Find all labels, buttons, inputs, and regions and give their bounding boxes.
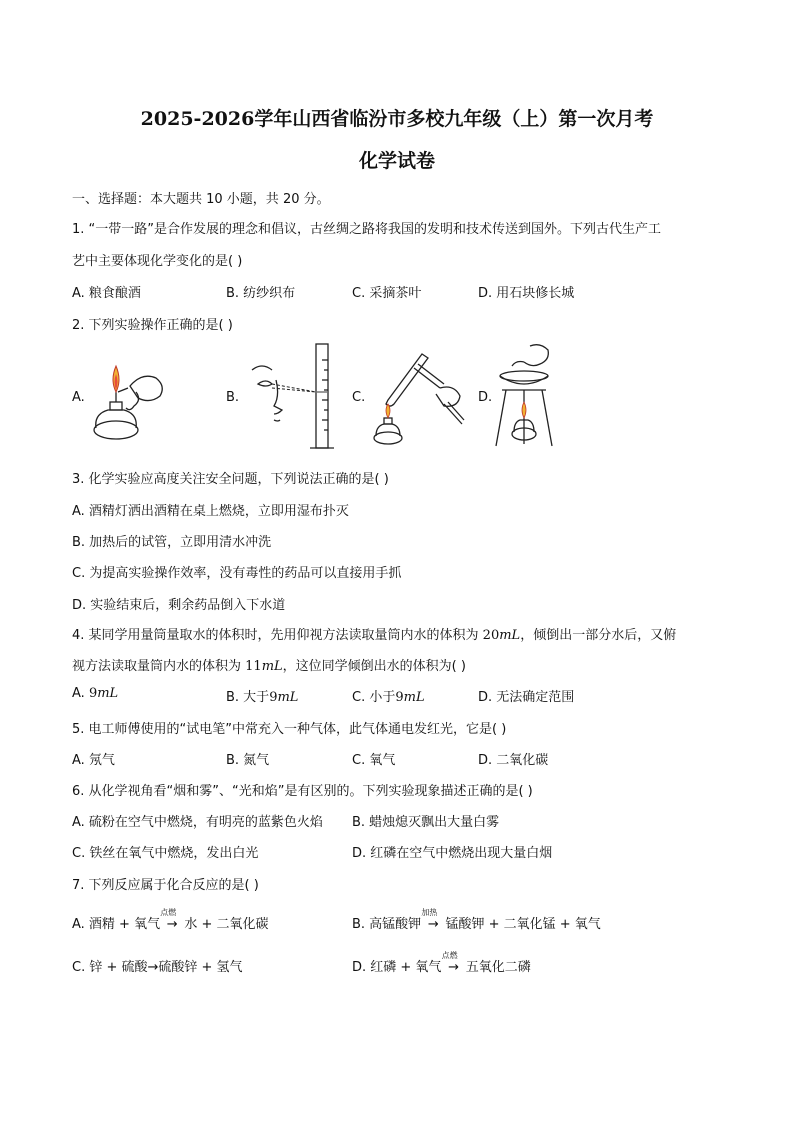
q7-option-d-arrow: [441, 951, 462, 975]
q4-stem-part-a: 4. 某同学用量筒量取水的体积时，先用仰视方法读取量筒内水的体积为: [72, 628, 483, 643]
q3-option-b: B. 加热后的试管，立即用清水冲洗: [72, 535, 272, 550]
q2-label-a: A.: [72, 390, 85, 405]
q1-option-a: A. 粮食酿酒: [72, 286, 141, 301]
q2-label-b: B.: [226, 390, 240, 405]
q4-option-a-value: 9: [88, 686, 98, 701]
q4-option-c-unit: mL: [403, 690, 425, 705]
q3-option-d: D. 实验结束后，剩余药品倒入下水道: [72, 598, 286, 613]
q1-option-c: C. 采摘茶叶: [352, 286, 422, 301]
q2-label-c: C.: [352, 390, 366, 405]
section-heading: 一、选择题：本大题共 10 小题，共 20 分。: [72, 192, 330, 207]
q7-option-a-products: 水 + 二氧化碳: [180, 917, 269, 932]
q7-option-a: [72, 908, 269, 932]
q1-option-d: D. 用石块修长城: [478, 286, 575, 301]
q4-option-b-value: 9: [269, 690, 278, 705]
q7-option-a-condition: 点燃: [160, 908, 177, 917]
q4-value-1: 20: [482, 628, 500, 643]
q4-option-a-unit: mL: [97, 686, 119, 701]
q5-option-c: C. 氧气: [352, 753, 396, 768]
q1-stem-line2: 艺中主要体现化学变化的是( ): [72, 254, 243, 269]
q6-option-b: B. 蜡烛熄灭飘出大量白雾: [352, 815, 500, 830]
q7-option-d-arrow-glyph: →: [448, 960, 460, 975]
q7-option-a-arrow: [160, 908, 180, 932]
evaporating-dish-figure: [490, 340, 564, 452]
q4-unit-2: mL: [261, 659, 283, 674]
q2-stem: 2. 下列实验操作正确的是( ): [72, 318, 233, 333]
q7-option-b: [352, 908, 601, 932]
q7-option-d-reactants: D. 红磷 + 氧气: [352, 960, 446, 975]
q5-option-d: D. 二氧化碳: [478, 753, 549, 768]
q3-option-c: C. 为提高实验操作效率，没有毒性的药品可以直接用手抓: [72, 566, 402, 581]
q5-stem: 5. 电工师傅使用的“试电笔”中常充入一种气体，此气体通电发红光，它是( ): [72, 722, 507, 737]
q5-option-a: A. 氖气: [72, 753, 115, 768]
q7-option-b-arrow-glyph: →: [427, 917, 439, 932]
exam-subtitle: 化学试卷: [358, 150, 435, 172]
q7-option-b-arrow: [421, 908, 441, 932]
q6-option-c: C. 铁丝在氧气中燃烧，发出白光: [72, 846, 259, 861]
q4-stem-line1: [72, 624, 676, 643]
graduated-cylinder-reading-figure: [238, 340, 338, 452]
q4-stem-part-c: 视方法读取量筒内水的体积为: [72, 659, 246, 674]
q4-option-b: [226, 686, 298, 705]
q1-stem-line1: 1. “一带一路”是合作发展的理念和倡议，古丝绸之路将我国的发明和技术传送到国外。下列古代生产工: [72, 222, 662, 237]
q6-stem: 6. 从化学视角看“烟和雾”、“光和焰”是有区别的。下列实验现象描述正确的是( ): [72, 784, 533, 799]
alcohol-lamp-ignition-figure: [86, 352, 170, 444]
q5-option-b: B. 氮气: [226, 753, 270, 768]
q7-option-c: C. 锌 + 硫酸→硫酸锌 + 氢气: [72, 960, 243, 975]
q6-option-a: A. 硫粉在空气中燃烧，有明亮的蓝紫色火焰: [72, 815, 323, 830]
q7-option-a-reactants: A. 酒精 + 氧气: [72, 917, 165, 932]
exam-title: 2025-2026学年山西省临汾市多校九年级（上）第一次月考: [140, 108, 654, 130]
q3-stem: 3. 化学实验应高度关注安全问题，下列说法正确的是( ): [72, 472, 389, 487]
q4-option-a-prefix: A.: [72, 686, 89, 701]
q4-option-a: [72, 686, 118, 701]
q7-option-b-products: 锰酸钾 + 二氧化锰 + 氧气: [441, 917, 601, 932]
q4-stem-line2: [72, 655, 466, 674]
q3-option-a: A. 酒精灯洒出酒精在桌上燃烧，立即用湿布扑灭: [72, 504, 349, 519]
q7-option-b-reactants: B. 高锰酸钾: [352, 917, 426, 932]
q7-option-d-products: 五氧化二磷: [461, 960, 531, 975]
q4-value-2: 11: [245, 659, 262, 674]
q7-option-d-condition: 点燃: [441, 951, 458, 960]
q2-label-d: D.: [478, 390, 493, 405]
q4-option-d: D. 无法确定范围: [478, 690, 575, 705]
q7-stem: 7. 下列反应属于化合反应的是( ): [72, 878, 259, 893]
q6-option-d: D. 红磷在空气中燃烧出现大量白烟: [352, 846, 553, 861]
q7-option-d: [352, 951, 531, 975]
test-tube-heating-figure: [364, 344, 468, 450]
q7-option-a-arrow-glyph: →: [166, 917, 178, 932]
q4-stem-part-d: ，这位同学倾倒出水的体积为( ): [282, 659, 466, 674]
q4-unit-1: mL: [499, 628, 521, 643]
q4-stem-part-b: ，倾倒出一部分水后，又俯: [520, 628, 677, 643]
q4-option-b-unit: mL: [277, 690, 299, 705]
q4-option-b-prefix: B. 大于: [226, 690, 270, 705]
q1-option-b: B. 纺纱织布: [226, 286, 296, 301]
q4-option-c-prefix: C. 小于: [352, 690, 396, 705]
q7-option-b-condition: 加热: [421, 908, 438, 917]
q4-option-c: [352, 686, 425, 705]
q4-option-c-value: 9: [395, 690, 404, 705]
